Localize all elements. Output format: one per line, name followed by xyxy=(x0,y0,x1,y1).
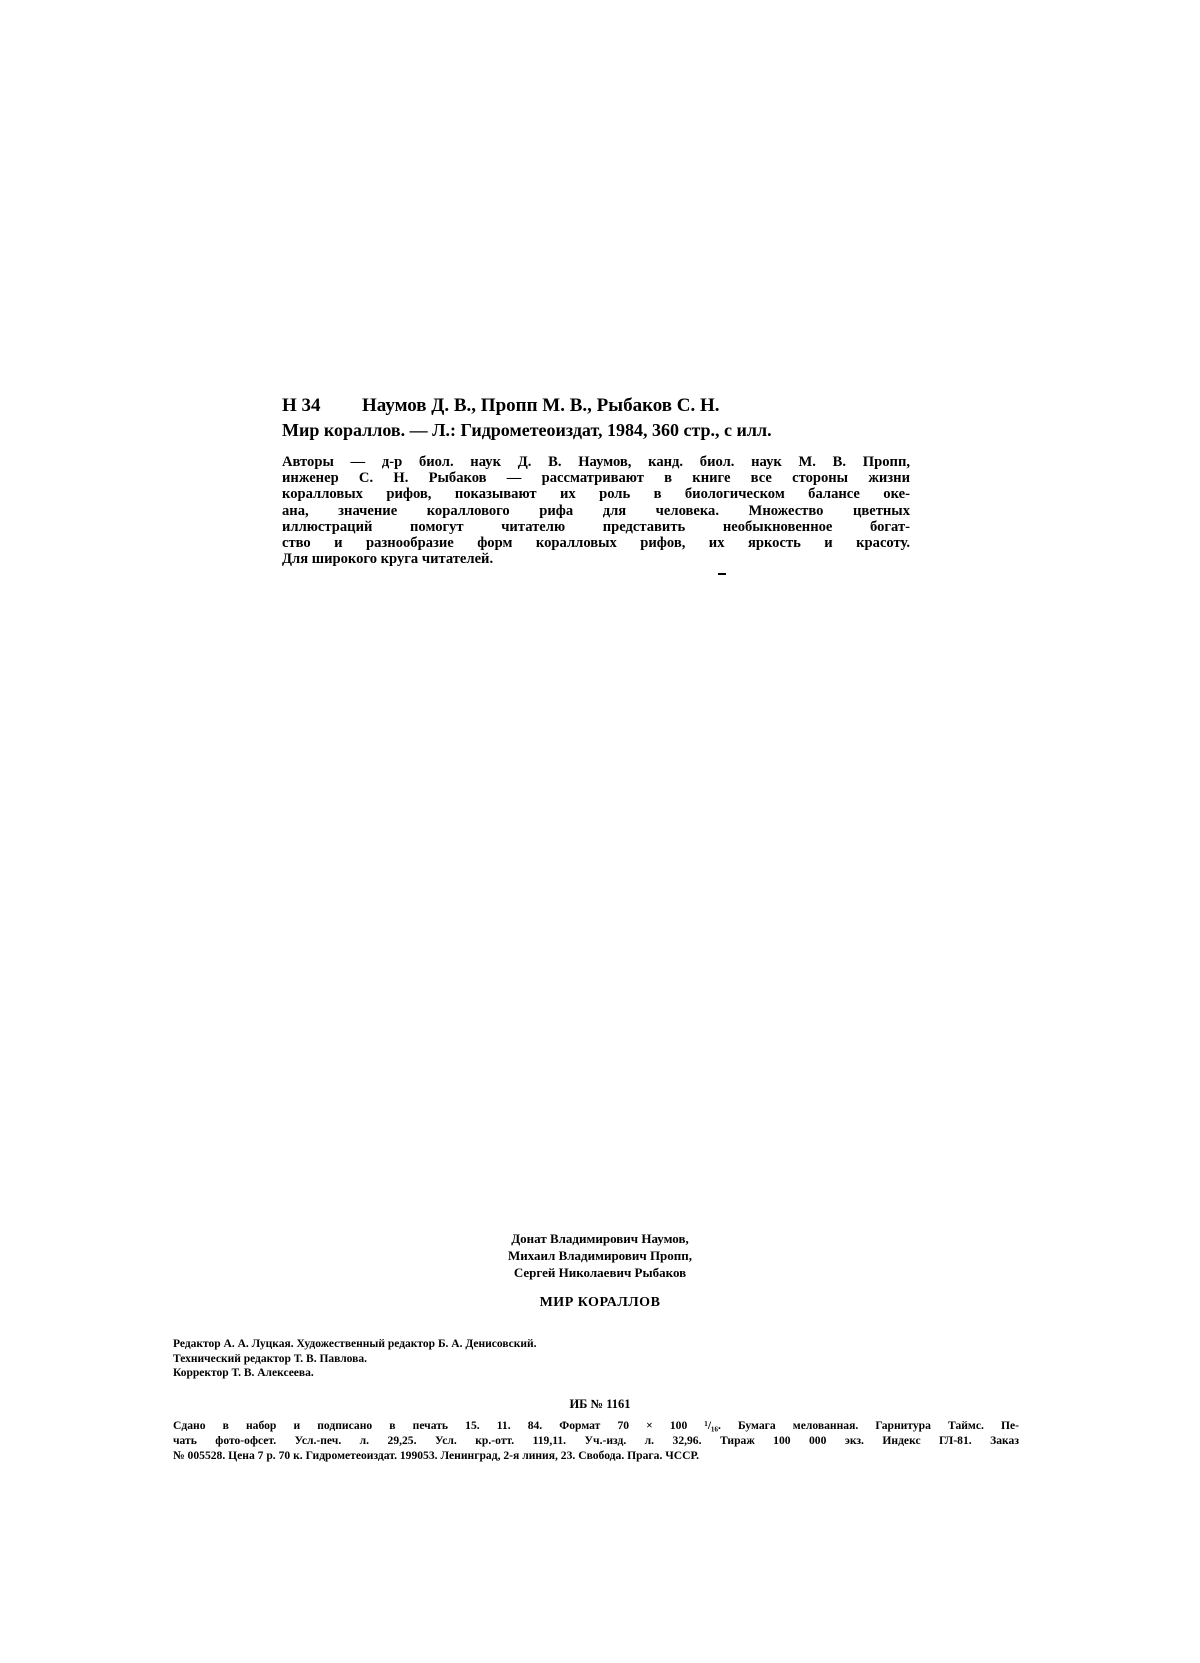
abstract-line: ство и разнообразие форм коралловых рифов, их яркость и красоту. xyxy=(282,535,910,552)
catalog-title-line: Мир кораллов. — Л.: Гидрометеоиздат, 1984, 360 стр., с илл. xyxy=(282,420,772,440)
print-detail-line: № 005528. Цена 7 р. 70 к. Гидрометеоиздат. 199053. Ленинград, 2-я линия, 23. Свобода. Прага. ЧССР. xyxy=(173,1449,700,1462)
editor-line: Редактор А. А. Луцкая. Художественный редактор Б. А. Денисовский. xyxy=(173,1338,537,1350)
abstract-line: ана, значение кораллового рифа для человека. Множество цветных xyxy=(282,502,910,519)
abstract-line: инженер С. Н. Рыбаков — рассматривают в книге все стороны жизни xyxy=(282,470,910,487)
imprint-author: Донат Владимирович Наумов, xyxy=(511,1231,689,1246)
ib-number: ИБ № 1161 xyxy=(569,1397,631,1411)
editor-line: Технический редактор Т. В. Павлова. xyxy=(173,1352,367,1365)
imprint-author: Сергей Николаевич Рыбаков xyxy=(513,1265,687,1280)
catalog-heading xyxy=(282,394,910,418)
catalog-abstract xyxy=(282,454,910,567)
catalog-authors: Наумов Д. В., Пропп М. В., Рыбаков С. Н. xyxy=(362,395,720,416)
print-detail-line: чать фото-офсет. Усл.-печ. л. 29,25. Усл. кр.-отт. 119,11. Уч.-изд. л. 32,96. Тираж 100 000 экз. Индекс ГЛ-81. Заказ xyxy=(173,1434,1019,1447)
editor-line: Корректор Т. В. Алексеева. xyxy=(173,1367,314,1379)
print-details xyxy=(173,1418,1019,1463)
imprint-editors xyxy=(173,1337,873,1381)
imprint-authors xyxy=(380,1230,820,1281)
imprint-author: Михаил Владимирович Пропп, xyxy=(507,1248,693,1263)
catalog-card xyxy=(282,394,910,567)
abstract-line: Для широкого круга читателей. xyxy=(282,551,494,568)
dash-mark xyxy=(718,573,726,575)
imprint-book-title: МИР КОРАЛЛОВ xyxy=(539,1295,661,1310)
abstract-line: коралловых рифов, показывают их роль в биологическом балансе оке- xyxy=(282,486,910,503)
abstract-line: иллюстраций помогут читателю представить необыкновенное богат- xyxy=(282,518,910,535)
print-detail-line: Сдано в набор и подписано в печать 15. 11. 84. Формат 70 × 100 ¹/₁₆. Бумага мелованная. Гарнитура Таймс. Пе- xyxy=(173,1419,1019,1432)
abstract-line: Авторы — д-р биол. наук Д. В. Наумов, канд. биол. наук М. В. Пропп, xyxy=(282,454,910,470)
catalog-code: Н 34 xyxy=(282,395,321,416)
